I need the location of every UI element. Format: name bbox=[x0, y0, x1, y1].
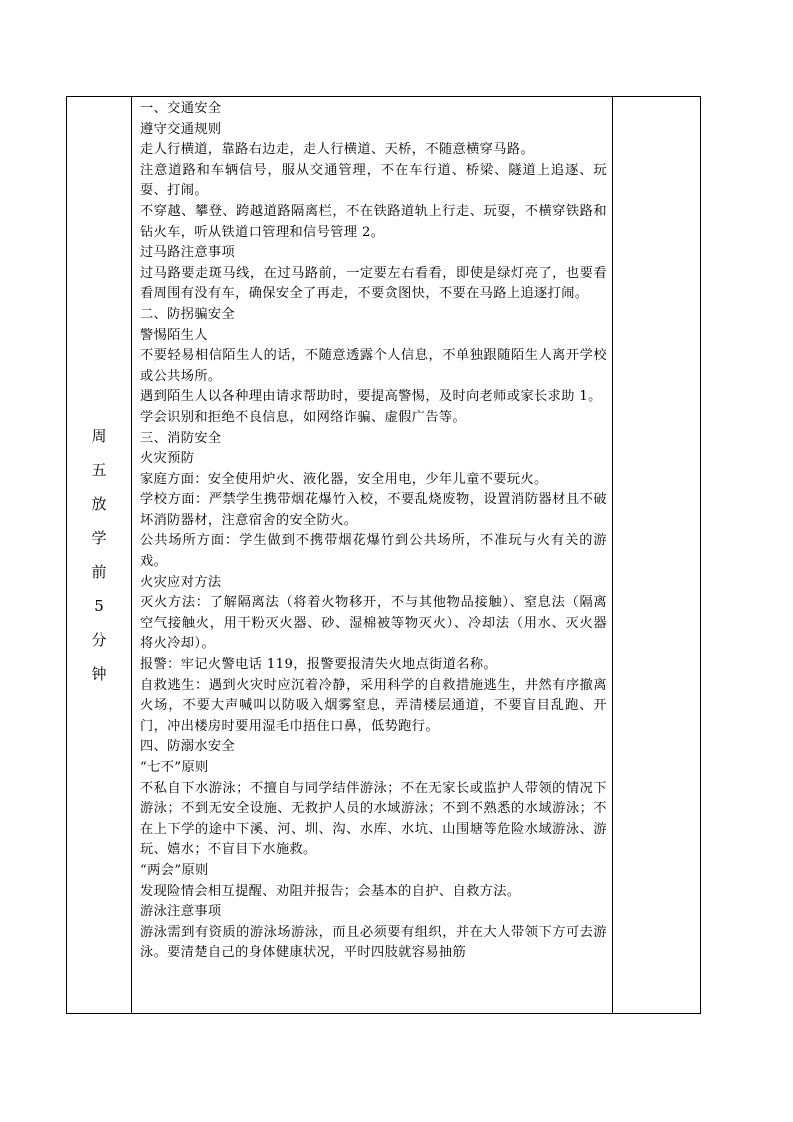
paragraph: 游泳需到有资质的游泳场游泳，而且必须要有组织，并在大人带领下方可去游泳。要清楚自己的身体健康状况，平时四肢就容易抽筋 bbox=[140, 924, 607, 961]
section-heading-abduction: 二、防拐骗安全 bbox=[140, 306, 236, 322]
paragraph: 发现险情会相互提醒、劝阻并报告；会基本的自护、自救方法。 bbox=[140, 883, 521, 899]
paragraph: 学校方面：严禁学生携带烟花爆竹入校，不要乱烧废物，设置消防器材且不破坏消防器材，注意宿舍的安全防火。 bbox=[140, 492, 607, 528]
paragraph: 家庭方面：安全使用炉火、液化器，安全用电，少年儿童不要玩火。 bbox=[140, 471, 548, 487]
paragraph: 灭火方法：了解隔离法（将着火物移开，不与其他物品接触）、窒息法（隔离空气接触火，用干粉灭火器、砂、湿棉被等物灭火）、冷却法（用水、灭火器将火冷却）。 bbox=[140, 595, 607, 652]
remark-cell bbox=[613, 97, 701, 1014]
lesson-table bbox=[66, 96, 701, 1014]
section-heading-fire: 三、消防安全 bbox=[140, 430, 222, 446]
label-char: 五 bbox=[91, 461, 107, 479]
subheading-fire-response: 火灾应对方法 bbox=[140, 574, 222, 590]
paragraph: 自救逃生：遇到火灾时应沉着冷静，采用科学的自救措施逃生，井然有序撤离火场，不要大声喊叫以防吸入烟雾窒息，弄清楼层通道，不要盲目乱跑、开门，冲出楼房时要用湿毛巾捂住口鼻，低势跑行。 bbox=[140, 677, 607, 734]
subheading-seven-nos: “七不”原则 bbox=[140, 760, 209, 775]
content-cell bbox=[132, 97, 613, 1014]
paragraph: 走人行横道，靠路右边走，走人行横道、天桥，不随意横穿马路。 bbox=[140, 142, 535, 158]
label-char: 学 bbox=[91, 529, 107, 547]
paragraph: 公共场所方面：学生做到不携带烟花爆竹到公共场所，不准玩与火有关的游戏。 bbox=[140, 533, 607, 570]
paragraph: 报警：牢记火警电话 119，报警要报清失火地点街道名称。 bbox=[140, 657, 498, 673]
paragraph: 不私自下水游泳；不擅自与同学结伴游泳；不在无家长或监护人带领的情况下游泳；不到无安全设施、无救护人员的水域游泳；不到不熟悉的水域游泳；不在上下学的途中下溪、河、圳、沟、水库、水坑、山围塘等危险水域游泳、游玩、嬉水；不盲目下水施救。 bbox=[140, 780, 607, 858]
label-char: 周 bbox=[91, 427, 107, 445]
paragraph: 遇到陌生人以各种理由请求帮助时，要提高警惕，及时向老师或家长求助 1。 bbox=[140, 389, 602, 405]
subheading-traffic-rules: 遵守交通规则 bbox=[140, 121, 222, 137]
section-heading-traffic: 一、交通安全 bbox=[140, 101, 222, 116]
table-row bbox=[67, 97, 701, 1014]
label-char: 分 bbox=[91, 631, 107, 649]
safety-content bbox=[132, 97, 612, 1013]
label-cell bbox=[67, 97, 132, 1014]
label-char: 前 bbox=[91, 563, 107, 581]
subheading-strangers: 警惕陌生人 bbox=[140, 327, 208, 343]
label-char: 放 bbox=[91, 495, 107, 513]
paragraph: 不要轻易相信陌生人的话，不随意透露个人信息，不单独跟随陌生人离开学校或公共场所。 bbox=[140, 348, 607, 384]
label-char: 钟 bbox=[91, 665, 107, 683]
subheading-two-abilities: “两会”原则 bbox=[140, 862, 209, 878]
section-heading-drowning: 四、防溺水安全 bbox=[140, 739, 236, 755]
label-char: 5 bbox=[94, 597, 104, 615]
subheading-crossing: 过马路注意事项 bbox=[140, 245, 236, 261]
paragraph: 不穿越、攀登、跨越道路隔离栏，不在铁路道轨上行走、玩耍，不横穿铁路和钻火车，听从铁道口管理和信号管理 2。 bbox=[140, 203, 607, 240]
vertical-label bbox=[67, 419, 131, 691]
subheading-fire-prevention: 火灾预防 bbox=[140, 451, 195, 467]
subheading-swimming-notes: 游泳注意事项 bbox=[140, 904, 222, 920]
paragraph: 学会识别和拒绝不良信息，如网络诈骗、虚假广告等。 bbox=[140, 409, 467, 425]
paragraph: 过马路要走斑马线，在过马路前，一定要左右看看，即使是绿灯亮了，也要看看周围有没有车，确保安全了再走，不要贪图快，不要在马路上追逐打闹。 bbox=[140, 265, 607, 302]
paragraph: 注意道路和车辆信号，服从交通管理，不在车行道、桥梁、隧道上追逐、玩耍、打闹。 bbox=[140, 162, 607, 199]
